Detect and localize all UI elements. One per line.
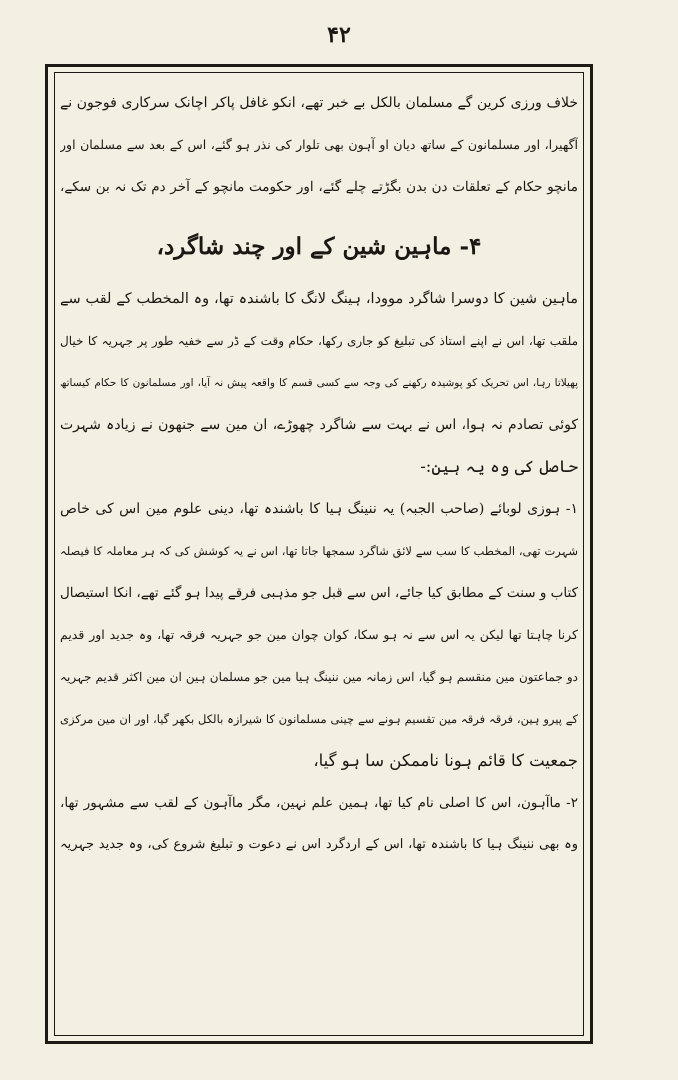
text-line: پھیلاتا رہا، اس تحریک کو پوشیدہ رکھنے کی وجہ سے کسی قسم کا واقعہ پیش نہ آیا، اور مسلمانون کا حکام کیساتھ <box>60 377 578 389</box>
text-line: وہ بھی ننینگ ہیا کا باشندہ تھا، اس کے اردگرد اس نے دعوت و تبلیغ شروع کی، وہ جدید جہریہ <box>60 837 578 852</box>
text-line: حاصل کی وہ یہ ہین:- <box>420 457 578 476</box>
text-line: مانچو حکام کے تعلقات دن بدن بگڑتے چلے گئے، اور حکومت مانچو کے آخر دم تک نہ بن سکے، <box>60 179 578 195</box>
page-number: ۴۲ <box>327 22 351 48</box>
text-line: ماہین شین کا دوسرا شاگرد موودا، ہینگ لانگ کا باشندہ تھا، وہ المخطب کے لقب سے <box>60 291 578 307</box>
text-line: جمعیت کا قائم ہونا ناممکن سا ہو گیا، <box>313 751 578 770</box>
text-line: کے پیرو ہین، فرقہ فرقہ مین تقسیم ہونے سے چینی مسلمانون کا شیرازہ بالکل بکھر گیا، اور ان مین مرکزی <box>60 712 578 726</box>
text-line: کرنا چاہتا تھا لیکن یہ اس سے نہ ہو سکا، کوان چوان مین جو جہریہ فرقہ تھا، وہ جدید اور قدیم <box>60 627 578 642</box>
text-line: کتاب و سنت کے مطابق کیا جائے، اس سے قبل جو مذہبی فرقے پیدا ہو گئے تھے، انکا استیصال <box>60 585 578 601</box>
text-line: خلاف ورزی کرین گے مسلمان بالکل بے خبر تھے، انکو غافل پاکر اچانک سرکاری فوجون نے <box>60 95 578 111</box>
text-line: شہرت تھی، المخطب کا سب سے لائق شاگرد سمجھا جاتا تھا، اس نے یہ کوشش کی کہ ہر معاملہ کا فیصلہ <box>60 544 578 558</box>
section-heading: ۴- ماہین شین کے اور چند شاگرد، <box>156 233 482 260</box>
text-line: کوئی تصادم نہ ہوا، اس نے بہت سے شاگرد چھوڑے، ان مین سے جنھون نے زیادہ شہرت <box>60 417 578 433</box>
text-line: ۲- ماآہون، اس کا اصلی نام کیا تھا، ہمین علم نہین، مگر ماآہون کے لقب سے مشہور تھا، <box>60 795 578 811</box>
text-line: آگھیرا، اور مسلمانون کے ساتھ دیان او آہون بھی تلوار کی نذر ہو گئے، اس کے بعد سے مسلمان اور <box>60 137 578 152</box>
text-line: ۱- ہوزی لوبائے (صاحب الجبہ) یہ ننینگ ہیا کا باشندہ تھا، دینی علوم مین اس کی خاص <box>60 501 578 517</box>
text-line: ملقب تھا، اس نے اپنے استاذ کی تبلیغ کو جاری رکھا، حکام وقت کے ڈر سے خفیہ طور پر جہریہ کا خیال <box>60 334 578 348</box>
text-line: دو جماعتون مین منقسم ہو گیا، اس زمانہ مین ننینگ ہیا مین جو مسلمان ہین ان مین اکثر قدیم جہریہ <box>60 670 578 684</box>
page-body <box>60 82 578 866</box>
